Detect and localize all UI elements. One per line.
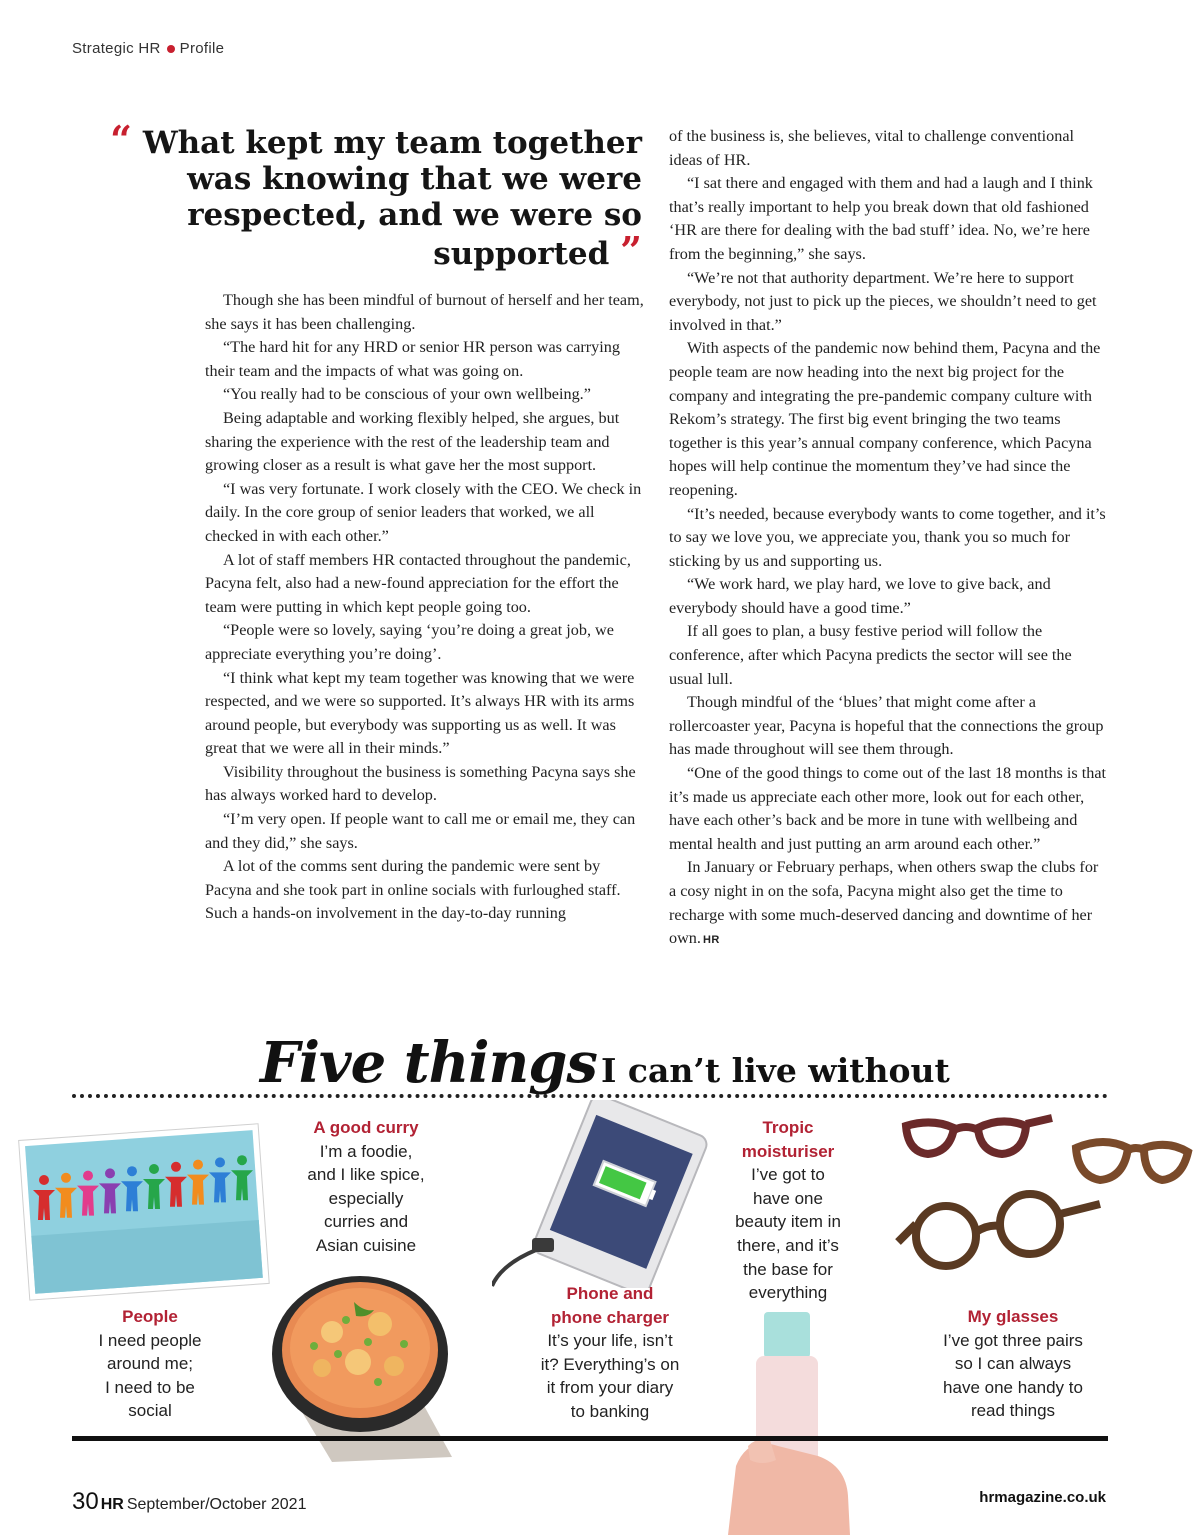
item-line: have one xyxy=(753,1188,823,1208)
paragraph: “We’re not that authority department. We’re here to support everybody, not just to pick up the pieces, we shouldn’t need to get involved in that.” xyxy=(669,268,1097,334)
item-line: Asian cuisine xyxy=(315,1235,417,1255)
issue-date: September/October 2021 xyxy=(126,1496,307,1513)
item-line: I need to be xyxy=(105,1377,195,1397)
item-line: have one handy to xyxy=(943,1377,1083,1397)
moisturiser-bottle-image xyxy=(718,1306,860,1535)
paragraph-final xyxy=(669,856,1109,952)
item-curry xyxy=(266,1116,466,1258)
footer-folio xyxy=(72,1488,306,1516)
paragraph: “I was very fortunate. I work closely with the CEO. We check in daily. In the core group of senior leaders that worked, we all checked in with each other.” xyxy=(205,479,642,545)
item-heading: moisturiser xyxy=(741,1141,835,1161)
item-line: the base for xyxy=(743,1259,833,1279)
paragraph: If all goes to plan, a busy festive period will follow the conference, after which Pacyna predicts the sector will see the usual lull. xyxy=(669,622,1072,688)
phone-charger-image xyxy=(492,1100,724,1288)
open-quote-icon: “ xyxy=(110,117,133,162)
item-people xyxy=(50,1305,250,1423)
magazine-name: HR xyxy=(100,1496,124,1513)
paragraph: A lot of the comms sent during the pandemic were sent by Pacyna and she took part in online socials with furloughed staff. Such a hands-on involvement in the day-to-day running xyxy=(205,857,621,923)
paragraph: “I think what kept my team together was knowing that we were respected, and we were so supported. It’s always HR with its arms around people, but everybody was supporting us as well. It was great that we were all in their minds.” xyxy=(205,668,635,758)
item-line: social xyxy=(128,1401,172,1421)
dotted-divider xyxy=(72,1094,1108,1098)
paper-chain-people-image xyxy=(10,1118,276,1308)
paragraph: “One of the good things to come out of the last 18 months is that it’s made us appreciate each other more, look out for each other, have each other’s back and be more in tune with wellbeing and mental health and just putting an arm around each other.” xyxy=(669,764,1107,853)
end-mark: HR xyxy=(702,934,720,947)
paragraph: “I’m very open. If people want to call me or email me, they can and they did,” she says. xyxy=(205,810,636,852)
item-line: It’s your life, isn’t xyxy=(547,1331,673,1351)
item-phone xyxy=(500,1282,720,1424)
item-line: I’ve got to xyxy=(751,1165,825,1185)
subsection-label: Profile xyxy=(179,40,225,57)
paragraph: Being adaptable and working flexibly helped, she argues, but sharing the experience with the rest of the leadership team and growing closer as a result is what gave her the most support. xyxy=(205,408,620,475)
item-heading: A good curry xyxy=(313,1118,419,1137)
paragraph: A lot of staff members HR contacted throughout the pandemic, Pacyna felt, also had a new-found appreciation for the effort the team were putting in which kept people going too. xyxy=(205,550,631,616)
bottom-rule xyxy=(72,1436,1108,1441)
pull-quote-text: What kept my team together was knowing that we were respected, and we were so supported xyxy=(142,125,642,272)
item-moisturiser xyxy=(708,1116,868,1305)
item-line: beauty item in xyxy=(735,1212,841,1232)
five-things-title-sub: I can’t live without xyxy=(600,1051,950,1090)
item-line: and I like spice, xyxy=(307,1165,425,1185)
paragraph: Visibility throughout the business is something Pacyna says she has always worked hard to develop. xyxy=(205,762,636,805)
item-line: I’ve got three pairs xyxy=(943,1330,1083,1350)
item-line: there, and it’s xyxy=(737,1235,839,1255)
paragraph-continuation: of the business is, she believes, vital to challenge conventional ideas of HR. xyxy=(669,127,1075,169)
paragraph: Though she has been mindful of burnout of herself and her team, she says it has been challenging. xyxy=(205,291,644,333)
item-heading: Tropic xyxy=(762,1118,814,1137)
item-line: it from your diary xyxy=(546,1378,674,1398)
paragraph: “I sat there and engaged with them and had a laugh and I think that’s really important to help you break down that old fashioned ‘HR are there for dealing with the bad stuff’ idea. No, we’re here from the beginning,” she says. xyxy=(669,174,1093,263)
item-line: so I can always xyxy=(954,1354,1072,1374)
paragraph: “It’s needed, because everybody wants to come together, and it’s to say we love you, we appreciate you, thank you so much for sticking by us and supporting us. xyxy=(669,504,1106,570)
five-things-title xyxy=(260,1030,950,1096)
item-heading: People xyxy=(122,1307,178,1326)
pull-quote xyxy=(100,117,642,273)
item-heading: My glasses xyxy=(967,1307,1059,1326)
page-number: 30 xyxy=(72,1488,99,1515)
paragraph: “The hard hit for any HRD or senior HR person was carrying their team and the impacts of what was going on. xyxy=(205,338,620,380)
item-line: to banking xyxy=(570,1401,650,1421)
item-line: I’m a foodie, xyxy=(319,1141,413,1161)
five-things-title-main: Five things xyxy=(260,1030,597,1096)
item-heading: phone charger xyxy=(550,1307,670,1327)
bullet-dot-icon xyxy=(167,45,175,53)
item-line: I need people xyxy=(98,1330,202,1350)
item-line: around me; xyxy=(107,1354,193,1374)
item-line: it? Everything’s on xyxy=(540,1354,680,1374)
paragraph: With aspects of the pandemic now behind them, Pacyna and the people team are now heading into the next big project for the company and integrating the pre-pandemic company culture with Rekom’s strategy. The first big event bringing the two teams together is this year’s annual company conference, which Pacyna hopes will help continue the momentum they’ve had since the reopening. xyxy=(669,339,1101,499)
item-line: read things xyxy=(970,1401,1056,1421)
paragraph: “We work hard, we play hard, we love to give back, and everybody should have a good time.” xyxy=(669,575,1051,617)
item-glasses xyxy=(903,1305,1123,1423)
running-header xyxy=(72,40,224,57)
final-text: In January or February perhaps, when others swap the clubs for a cosy night in on the sofa, Pacyna might also get the time to recharge with some much-deserved dancing and downtime of her own. xyxy=(669,858,1099,948)
body-column-right xyxy=(669,125,1109,953)
section-label: Strategic HR xyxy=(72,40,161,57)
paragraph: “People were so lovely, saying ‘you’re doing a great job, we appreciate everything you’re doing’. xyxy=(205,621,614,663)
body-column-left xyxy=(205,289,645,926)
close-quote-icon: ” xyxy=(620,228,642,273)
curry-bowl-image xyxy=(262,1262,460,1462)
glasses-image xyxy=(886,1104,1198,1292)
item-line: curries and xyxy=(323,1212,409,1232)
website-url: hrmagazine.co.uk xyxy=(979,1489,1106,1506)
item-line: everything xyxy=(748,1283,828,1303)
item-line: especially xyxy=(328,1188,404,1208)
item-heading: Phone and xyxy=(566,1284,654,1303)
paragraph: Though mindful of the ‘blues’ that might come after a rollercoaster year, Pacyna is hopeful that the connections the group has made throughout will see them through. xyxy=(669,693,1104,759)
paragraph: “You really had to be conscious of your own wellbeing.” xyxy=(223,385,591,404)
